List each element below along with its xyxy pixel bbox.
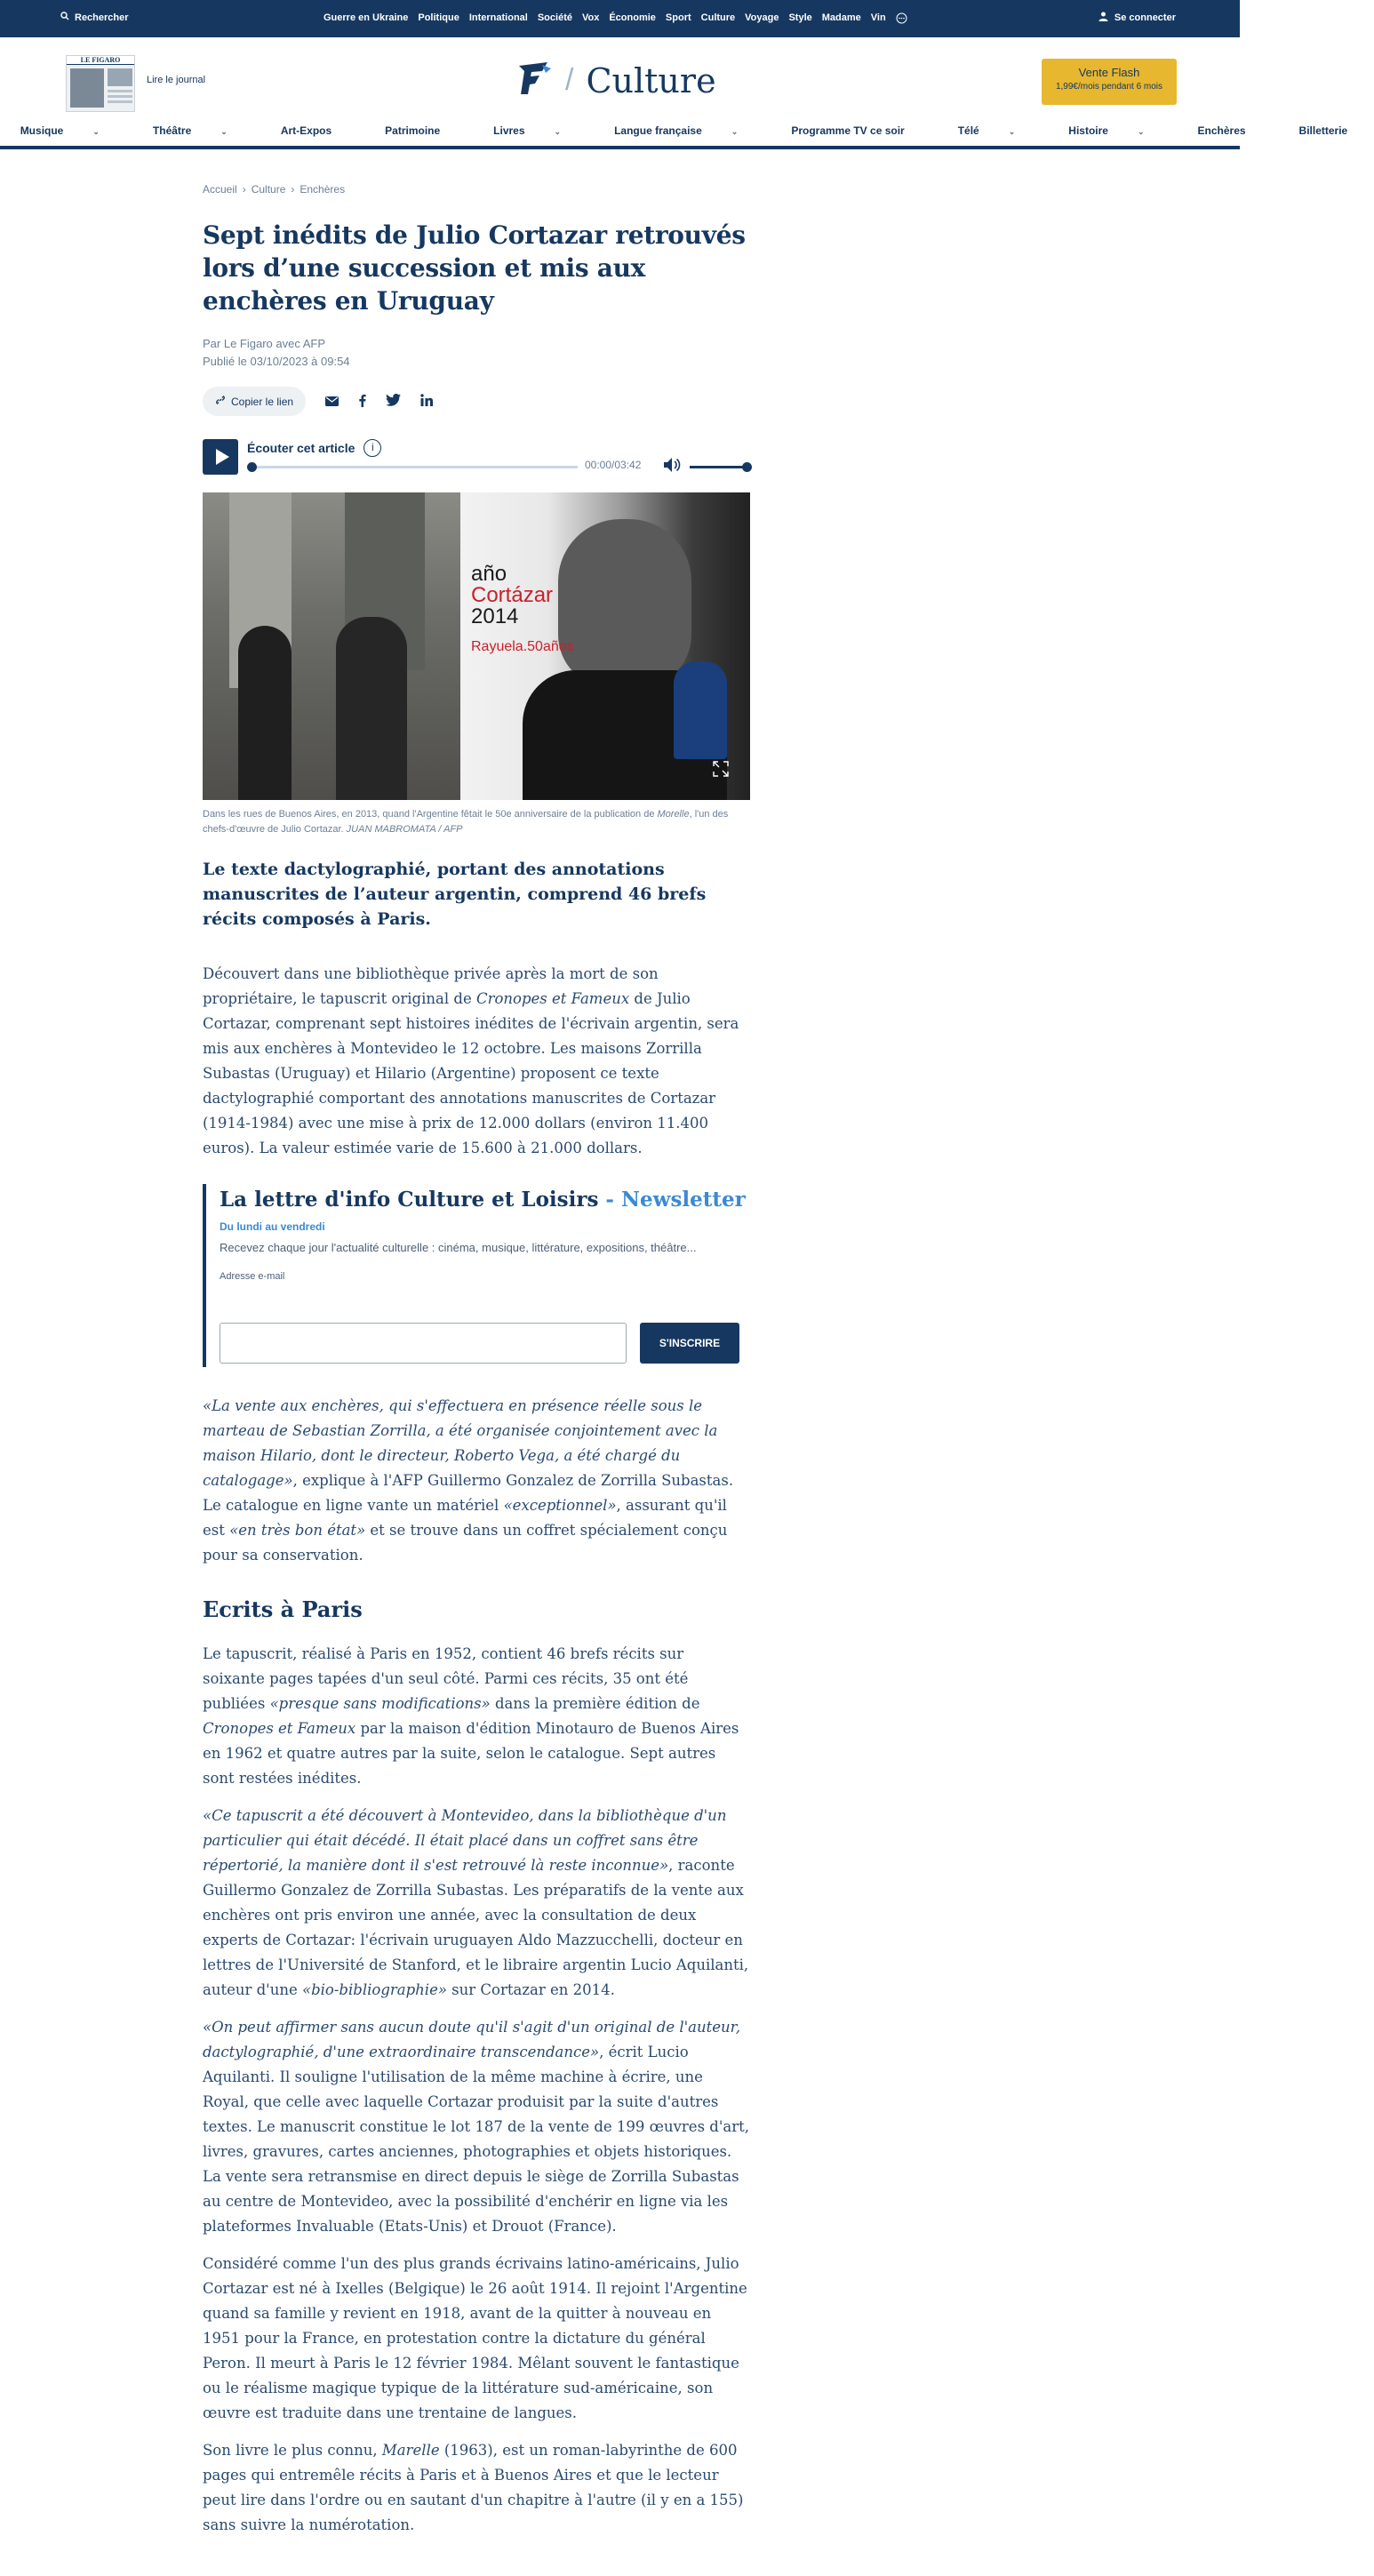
section-nav-item[interactable] [1042, 119, 1170, 146]
caption-text: Dans les rues de Buenos Aires, en 2013, quand l'Argentine fêtait le 50e anniversaire de la publication de [203, 809, 658, 820]
expand-icon[interactable] [713, 761, 729, 781]
section-nav-label: Art-Expos [280, 124, 332, 137]
section-nav-label: Enchères [1197, 124, 1246, 137]
article-lead: Le texte dactylographié, portant des annotations manuscrites de l’auteur argentin, comprend 46 brefs récits composés à Paris. [203, 860, 707, 929]
section-nav-item[interactable] [126, 119, 254, 146]
audio-progress-slider[interactable] [249, 466, 578, 468]
chevron-right-icon: › [242, 183, 246, 196]
top-nav-item[interactable]: Culture [700, 12, 736, 23]
section-title: Culture [586, 60, 716, 100]
page-title: Sept inédits de Julio Cortazar retrouvés lors d’une succession et mis aux enchères en Uruguay [203, 220, 746, 316]
photo-caption [203, 807, 750, 837]
article-body [203, 962, 750, 2538]
player-title-row [247, 439, 381, 457]
flash-sale-button[interactable] [1042, 59, 1177, 105]
top-nav-item[interactable]: Style [788, 12, 812, 23]
subscribe-button[interactable]: S'INSCRIRE [640, 1323, 739, 1364]
top-nav-item[interactable]: Politique [418, 12, 459, 23]
share-bar [203, 387, 750, 416]
article-author: Par Le Figaro avec AFP [203, 337, 326, 350]
paragraph: Le tapuscrit, réalisé à Paris en 1952, contient 46 brefs récits sur soixante pages tapées d'un seul côté. Parmi ces récits, 35 ont été publiées «presque sans modifications» dans la première édition de Cronopes et Fameux par la maison d'édition Minotauro de Buenos Aires en 1962 et quatre autres par la suite, selon le catalogue. Sept autres sont restées inédites. [203, 1645, 739, 1787]
section-nav-label: Histoire [1068, 124, 1108, 137]
figaro-logo-icon [515, 60, 553, 100]
search-label: Rechercher [75, 12, 129, 23]
breadcrumb-encheres[interactable]: Enchères [300, 183, 346, 196]
top-nav-item[interactable]: Voyage [745, 12, 779, 23]
section-nav-item[interactable] [358, 119, 467, 146]
section-nav-item[interactable] [931, 119, 1042, 146]
audio-time: 00:00/03:42 [585, 459, 642, 471]
caption-credit: JUAN MABROMATA / AFP [346, 824, 463, 835]
poster-cortazar: Cortázar [471, 583, 554, 607]
top-nav-item[interactable]: Madame [821, 12, 861, 23]
facebook-icon[interactable] [358, 394, 366, 410]
article-photo[interactable] [203, 492, 750, 800]
newsletter-box [203, 1184, 750, 1367]
paragraph: Considéré comme l'un des plus grands écrivains latino-américains, Julio Cortazar est né à Ixelles (Belgique) le 26 août 1914. Il rejoint l'Argentine quand sa famille y revient en 1918, avant de la quitter à nouveau en 1951 pour la France, en protestation contre la dictature du général Peron. Il meurt à Paris le 12 février 1984. Mêlant souvent le fantastique ou le réalisme magique typique de la littérature sud-américaine, son œuvre est traduite dans une trentaine de langues. [203, 2255, 747, 2421]
newsletter-frequency: Du lundi au vendredi [220, 1220, 325, 1233]
section-nav-label: Programme TV ce soir [791, 124, 905, 137]
section-nav-item[interactable] [1171, 119, 1273, 146]
breadcrumb-home[interactable]: Accueil [203, 183, 237, 196]
poster-ano: año [471, 562, 507, 586]
twitter-icon[interactable] [386, 394, 401, 409]
section-nav-label: Patrimoine [385, 124, 441, 137]
article-meta [203, 335, 750, 371]
copy-link-label: Copier le lien [231, 395, 294, 408]
top-nav-item[interactable]: Vin [870, 12, 886, 23]
read-journal-link[interactable]: Lire le journal [147, 75, 206, 85]
section-nav-item[interactable] [1273, 119, 1374, 146]
top-nav-item[interactable]: Vox [581, 12, 600, 23]
email-field[interactable] [220, 1323, 627, 1364]
top-nav [324, 12, 907, 27]
mail-icon[interactable] [325, 395, 339, 409]
more-icon[interactable] [896, 12, 907, 27]
chevron-down-icon: ⌄ [554, 127, 562, 136]
chevron-down-icon: ⌄ [1008, 127, 1016, 136]
top-nav-item[interactable]: Sport [665, 12, 691, 23]
info-icon[interactable]: i [363, 439, 381, 457]
site-logo[interactable]: / Culture [515, 60, 716, 100]
flash-title: Vente Flash [1078, 66, 1140, 79]
section-nav-label: Musique [20, 124, 64, 137]
chevron-right-icon: › [291, 183, 295, 196]
chevron-down-icon: ⌄ [1137, 127, 1145, 136]
poster-text [471, 564, 574, 654]
section-nav-label: Billetterie [1298, 124, 1348, 137]
section-nav-label: Langue française [614, 124, 702, 137]
section-nav-item[interactable] [467, 119, 587, 146]
copy-link-button[interactable] [203, 387, 306, 416]
player-title: Écouter cet article [247, 441, 355, 455]
section-nav [0, 119, 1348, 149]
paragraph: «On peut affirmer sans aucun doute qu'il s'agit d'un original de l'auteur, dactylographié, d'une extraordinaire transcendance», écrit Lucio Aquilanti. Il souligne l'utilisation de la même machine à écrire, une Royal, que celle avec laquelle Cortazar produisit par la suite d'autres textes. Le manuscrit constitue le lot 187 de la vente de 199 œuvres d'art, livres, gravures, cartes anciennes, photographies et objets historiques. La vente sera retransmise en direct depuis le siège de Zorrilla Subastas au centre de Montevideo, avec la possibilité d'enchérir en ligne via les plateformes Invaluable (Etats-Unis) et Drouot (France). [203, 2019, 749, 2235]
user-icon [1098, 12, 1108, 24]
section-nav-item[interactable] [764, 119, 931, 146]
audio-player [203, 436, 750, 476]
paragraph: «Ce tapuscrit a été découvert à Montevideo, dans la bibliothèque d'un particulier qui était décédé. Il était placé dans un coffret sans être répertorié, la manière dont il s'est retrouvé là reste inconnue», raconte Guillermo Gonzalez de Zorrilla Subastas. Les préparatifs de la vente aux enchères ont pris environ une année, avec la consultation de deux experts de Cortazar: l'écrivain uruguayen Aldo Mazzucchelli, docteur en lettres de l'Université de Stanford, et le libraire argentin Lucio Aquilanti, auteur d'une «bio-bibliographie» sur Cortazar en 2014. [203, 1807, 749, 1998]
breadcrumb [203, 183, 750, 196]
caption-text-2: , l'un des chefs-d'œuvre de Julio Cortazar. [203, 809, 729, 835]
paragraph: Découvert dans une bibliothèque privée après la mort de son propriétaire, le tapuscrit original de Cronopes et Fameux de Julio Cortazar, comprenant sept histoires inédites de l'écrivain argentin, sera mis aux enchères à Montevideo le 12 octobre. Les maisons Zorrilla Subastas (Uruguay) et Hilario (Argentine) proposent ce texte dactylographié comportant des annotations manuscrites de Cortazar (1914-1984) avec une mise à prix de 12.000 dollars (environ 11.400 euros). La valeur estimée varie de 15.600 à 21.000 dollars. [203, 965, 739, 1156]
caption-book: Morelle [657, 809, 690, 820]
email-label: Adresse e-mail [220, 1271, 285, 1282]
login-label: Se connecter [1114, 12, 1176, 23]
newsletter-description: Recevez chaque jour l'actualité culturelle : cinéma, musique, littérature, expositions, théâtre... [220, 1241, 697, 1254]
search-icon [60, 12, 69, 23]
linkedin-icon[interactable] [420, 394, 433, 409]
volume-icon[interactable] [663, 457, 681, 477]
volume-slider[interactable] [690, 466, 748, 468]
section-nav-item[interactable] [254, 119, 358, 146]
link-icon [215, 395, 226, 408]
chevron-down-icon: ⌄ [220, 127, 228, 136]
chevron-down-icon: ⌄ [92, 127, 100, 136]
search-button[interactable] [60, 12, 129, 23]
top-nav-item[interactable]: Guerre en Ukraine [324, 12, 409, 23]
section-heading: Ecrits à Paris [203, 1596, 363, 1622]
newsletter-title: La lettre d'info Culture et Loisirs - Newsletter [220, 1188, 746, 1212]
journal-thumbnail[interactable] [66, 55, 135, 112]
top-nav-item[interactable]: International [468, 12, 528, 23]
paragraph: «La vente aux enchères, qui s'effectuera en présence réelle sous le marteau de Sebastian Zorrilla, a été organisée conjointement avec la maison Hilario, dont le directeur, Roberto Vega, a été chargé du catalogage», explique à l'AFP Guillermo Gonzalez de Zorrilla Subastas. Le catalogue en ligne vante un matériel «exceptionnel», assurant qu'il est «en très bon état» et se trouve dans un coffret spécialement conçu pour sa conservation. [203, 1397, 734, 1564]
top-nav-item[interactable]: Économie [609, 12, 656, 23]
poster-year: 2014 [471, 604, 519, 628]
section-nav-item[interactable] [587, 119, 764, 146]
top-bar [0, 0, 1240, 37]
flash-subtitle: 1,99€/mois pendant 6 mois [1055, 82, 1163, 92]
chevron-down-icon: ⌄ [731, 127, 739, 136]
section-nav-item[interactable] [0, 119, 126, 146]
login-button[interactable] [1098, 12, 1176, 24]
poster-rayuela: Rayuela.50años [471, 639, 574, 654]
paragraph: Son livre le plus connu, Marelle (1963), est un roman-labyrinthe de 600 pages qui entremêle récits à Paris et à Buenos Aires et que le lecteur peut lire dans l'ordre ou en sautant d'un chapitre à l'autre (il y en a 155) sans suivre la numérotation. [203, 2442, 744, 2533]
article-date: Publié le 03/10/2023 à 09:54 [203, 355, 350, 368]
top-nav-item[interactable]: Société [537, 12, 572, 23]
section-nav-label: Télé [957, 124, 979, 137]
section-nav-label: Théâtre [152, 124, 192, 137]
play-button[interactable] [203, 439, 238, 475]
journal-masthead: LE FIGARO [67, 56, 134, 65]
article [203, 178, 750, 2538]
breadcrumb-culture[interactable]: Culture [251, 183, 286, 196]
section-nav-label: Livres [493, 124, 525, 137]
